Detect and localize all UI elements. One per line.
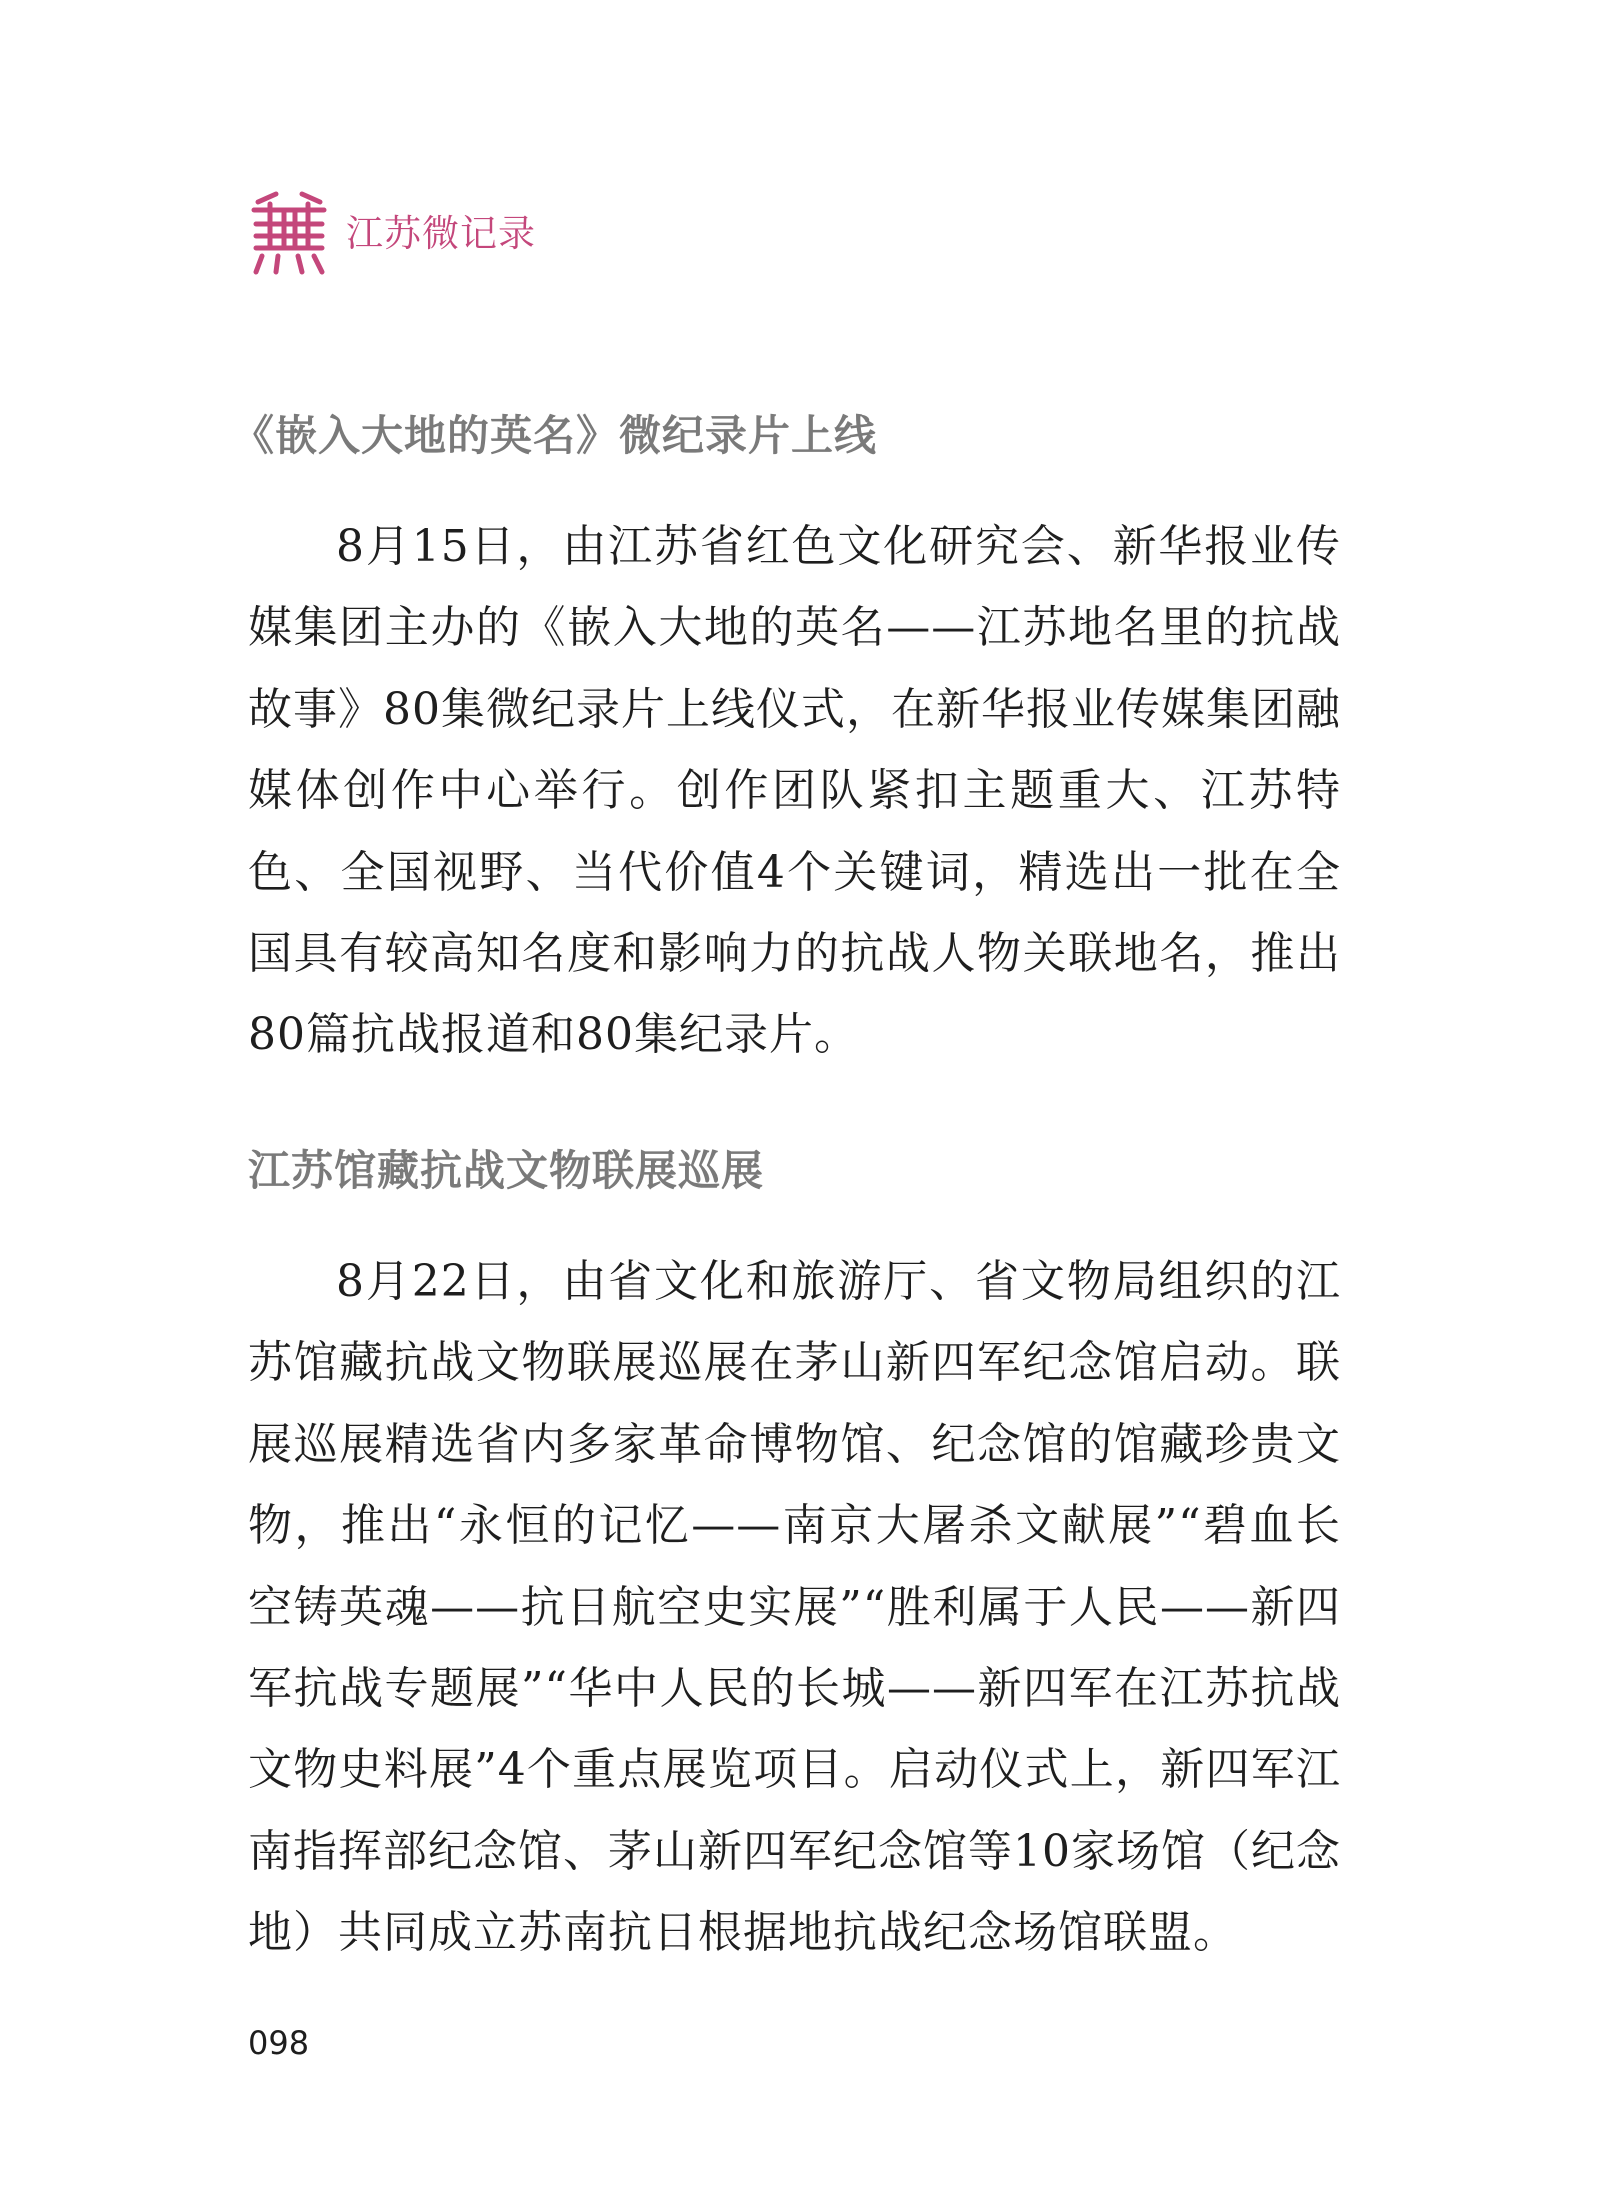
jiangsu-emblem-icon [248,190,330,278]
article-section [248,1143,1341,1974]
section-paragraph: 8月22日，由省文化和旅游厅、省文物局组织的江苏馆藏抗战文物联展巡展在茅山新四军纪念馆启动。联展巡展精选省内多家革命博物馆、纪念馆的馆藏珍贵文物，推出“永恒的记忆——南京大屠杀文献展”“碧血长空铸英魂——抗日航空史实展”“胜利属于人民——新四军抗战专题展”“华中人民的长城——新四军在江苏抗战文物史料展”4个重点展览项目。启动仪式上，新四军江南指挥部纪念馆、茅山新四军纪念馆等10家场馆（纪念地）共同成立苏南抗日根据地抗战纪念场馆联盟。 [248,1256,1341,1959]
section-heading: 江苏馆藏抗战文物联展巡展 [248,1146,765,1195]
header-title: 江苏微记录 [346,212,536,255]
page-number: 098 [248,2024,310,2062]
section-heading: 《嵌入大地的英名》微纪录片上线 [232,411,878,460]
running-header [248,190,536,278]
section-paragraph: 8月15日，由江苏省红色文化研究会、新华报业传媒集团主办的《嵌入大地的英名——江苏地名里的抗战故事》80集微纪录片上线仪式，在新华报业传媒集团融媒体创作中心举行。创作团队紧扣主题重大、江苏特色、全国视野、当代价值4个关键词，精选出一批在全国具有较高知名度和影响力的抗战人物关联地名，推出80篇抗战报道和80集纪录片。 [248,521,1341,1061]
article-section [232,408,1341,1076]
